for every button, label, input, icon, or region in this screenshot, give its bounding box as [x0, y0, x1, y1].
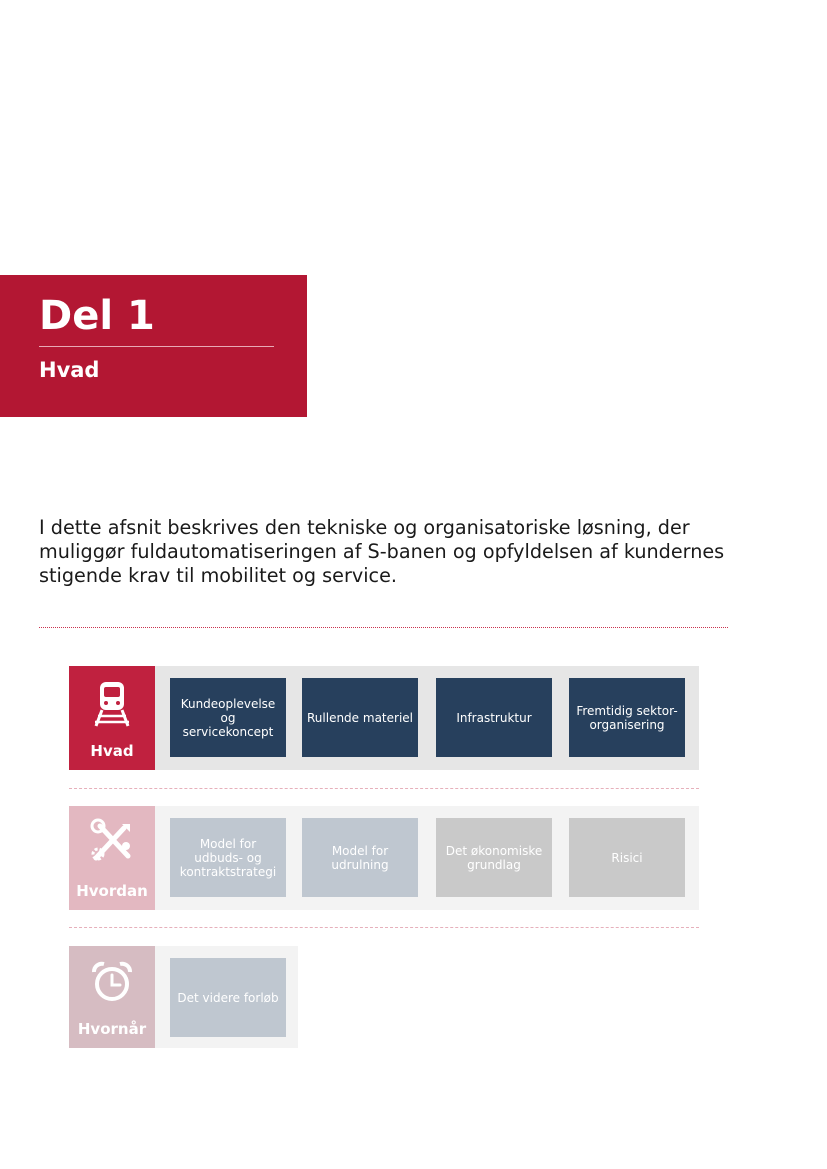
box-kundeoplevelse: Kundeoplevelse og servicekoncept — [170, 678, 286, 757]
row-separator — [69, 927, 699, 928]
box-infrastruktur: Infrastruktur — [436, 678, 552, 757]
category-label: Hvornår — [77, 1020, 147, 1038]
section-subtitle: Hvad — [39, 358, 100, 382]
box-rullende-materiel: Rullende materiel — [302, 678, 418, 757]
tools-icon — [88, 818, 136, 866]
section-title: Del 1 — [39, 293, 155, 339]
alarm-clock-icon — [90, 960, 134, 1004]
category-tile-hvornaar — [69, 946, 155, 1048]
row-separator — [69, 788, 699, 789]
category-label: Hvordan — [76, 882, 148, 900]
train-icon — [92, 680, 132, 728]
intro-paragraph: I dette afsnit beskrives den tekniske og organisatoriske løsning, der muliggør fuldautomatiseringen af S-banen og opfyldelsen af kundernes stigende krav til mobilitet og service. — [39, 516, 725, 587]
section-divider — [39, 627, 728, 628]
box-udrulning: Model for udrulning — [302, 818, 418, 897]
box-oekonomisk-grundlag: Det økonomiske grundlag — [436, 818, 552, 897]
category-tile-hvordan — [69, 806, 155, 910]
category-label: Hvad — [90, 742, 134, 760]
box-risici: Risici — [569, 818, 685, 897]
category-tile-hvad — [69, 666, 155, 770]
header-divider — [39, 346, 274, 347]
box-udbudsstrategi: Model for udbuds- og kontraktstrategi — [170, 818, 286, 897]
box-videre-forloeb: Det videre forløb — [170, 958, 286, 1037]
box-sektororganisering: Fremtidig sektor-organisering — [569, 678, 685, 757]
